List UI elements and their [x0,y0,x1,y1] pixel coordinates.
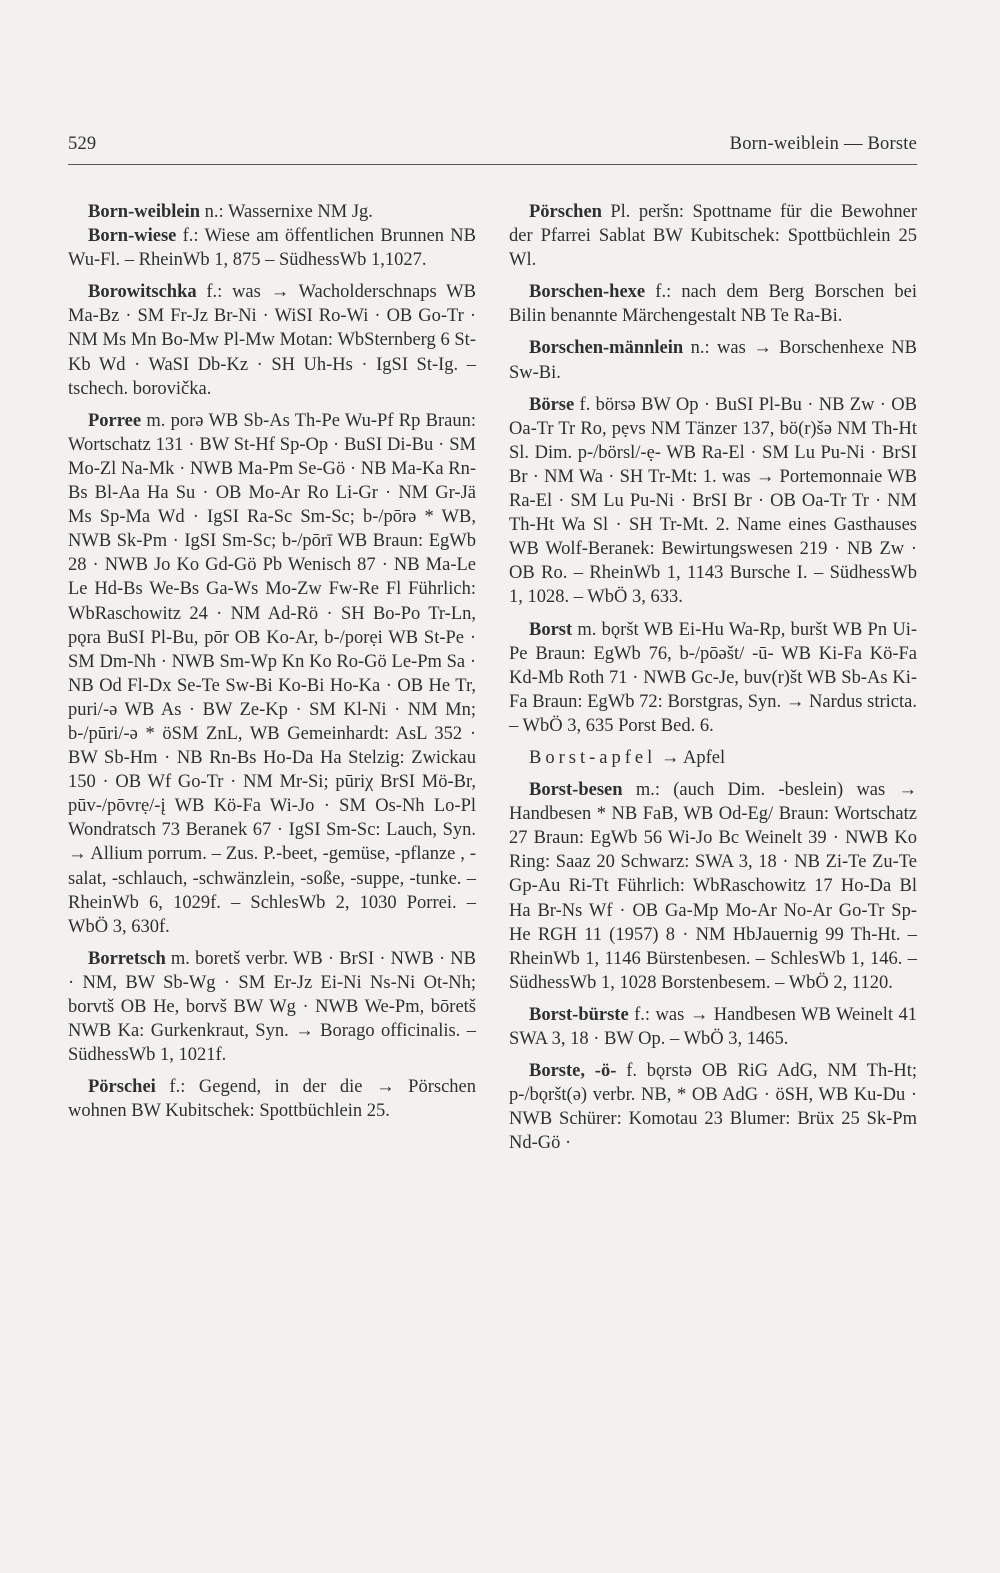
running-title: Born-weiblein — Borste [729,134,917,154]
entry-body: m. boretš verbr. WB · BrSI · NWB · NB · NM, BW Sb-Wg · SM Er-Jz Ei-Ni Ns-Ni Ot-Nh; borvtš OB He, borvš BW Wg · NWB We-Pm, bōretš NWB Ka: Gurkenkraut, Syn. → Borago officinalis. – SüdhessWb 1, 1021f. [68,948,476,1066]
entry-body: Pl. peršn: Spottname für die Bewohner der Pfarrei Sablat BW Kubitschek: Spottbüchlein 25 Wl. [509,202,917,271]
lemma: Born-wiese [88,226,177,247]
entry-body: m.: (auch Dim. -beslein) was → Handbesen * NB FaB, WB Od-Eg/ Braun: Wortschatz 27 Braun: EgWb 56 Wi-Jo Bc Weinelt 39 · NWB Ko Ring: Saaz 20 Schwarz: SWA 3, 18 · NB Zi-Te Zu-Te Gp-Au Ri-Tt Führlich: WbRaschowitz 17 Ho-Da Bl Ha Br-Ns Wf · OB Ga-Mp Mo-Ar No-Ar Go-Tr Sp-He RGH 11 (1957) 8 · NM HbJauernig 99 Th-Ht. – RheinWb 1, 1146 Bürstenbesen. – SchlesWb 1, 146. – SüdhessWb 1, 1028 Borstenbesem. – WbÖ 2, 1120. [509,780,917,993]
entry-body: f.: was → Wacholderschnaps WB Ma-Bz · SM Fr-Jz Br-Ni · WiSI Ro-Wi · OB Go-Tr · NM Ms Mn Bo-Mw Pl-Mw Motan: WbSternberg 6 St-Kb Wd · WaSI Db-Kz · SH Uh-Hs · IgSI St-Ig. – tschech. borovička. [68,282,476,399]
entry-body: → Apfel [656,747,726,768]
lemma: Porree [88,410,142,431]
entry-borschen-maennlein [509,336,917,384]
entry-body: f. bǫrstə OB RiG AdG, NM Th-Ht; p-/bǫršt(ə) verbr. NB, * OB AdG · öSH, WB Ku-Du · NWB Schürer: Komotau 23 Blumer: Brüx 25 Sk-Pm Nd-Gö · [509,1061,918,1154]
lemma: Borste, -ö- [529,1061,617,1082]
lemma: Börse [529,394,575,415]
entry-borst-besen [509,778,917,995]
page-header [68,134,917,155]
lemma: Borst-besen [529,780,623,801]
lemma: Pörschei [88,1077,156,1098]
entry-body: m. bǫršt WB Ei-Hu Wa-Rp, buršt WB Pn Ui-Pe Braun: EgWb 76, b-/pōəšt/ -ū- WB Ki-Fa Kö-Fa Kd-Mb Roth 71 · NWB Gc-Je, buv(r)št WB Sb-As Ki-Fa Braun: EgWb 72: Borstgras, Syn. → Nardus stricta. – WbÖ 3, 635 Porst Bed. 6. [509,619,917,736]
left-column [68,200,476,1123]
entry-body: m. porə WB Sb-As Th-Pe Wu-Pf Rp Braun: Wortschatz 131 · BW St-Hf Sp-Op · BuSI Di-Bu · SM Mo-Zl Na-Mk · NWB Ma-Pm Se-Gö · NB Ma-Ka Rn-Bs Bl-Aa Ha Su · OB Mo-Ar Ro Li-Gr · NM Gr-Jä Ms Sp-Ma Wd · IgSI Ra-Sc Sm-Sc; b-/pōrə * WB, NWB Sk-Pm · IgSI Sm-Sc; b-/pōrī WB Braun: EgWb 28 · NWB Jo Ko Gd-Gö Pb Wenisch 87 · NB Ma-Le Le Hd-Bs We-Bs Ga-Ws Mo-Zw Fw-Re Fl Führlich: WbRaschowitz 24 · NM Ad-Rö · SH Bo-Po Tr-Ln, pǫra BuSI Pl-Bu, pōr OB Ko-Ar, b-/porẹi WB St-Pe · SM Dm-Nh · NWB Sm-Wp Kn Ko Ro-Gö Le-Pm Sa · NB Od Fl-Dx Se-Te Sw-Bi Ko-Bi Ho-Ka · OB He Tr, puri/-ə WB As · BW Ze-Kp · SM Kl-Ni · NM Mn; b-/pūri/-ə * öSM ZnL, WB Gemeinhardt: AsL 352 · BW Sb-Hm · NB Rn-Bs Ho-Da Ha Stelzig: Zwickau 150 · OB Wf Go-Tr · NM Mr-Si; pūriχ BrSI Mö-Br, pūv-/pōvrẹ/-į WB Kö-Fa Wi-Jo · SM Os-Nh Lo-Pl Wondratsch 73 Beranek 67 · IgSI Sm-Sc: Lauch, Syn. → Allium porrum. – Zus. P.-beet, -gemüse, -pflanze , -salat, -schlauch, -schwänzlein, -soße, -suppe, -tunke. – RheinWb 6, 1029f. – SchlesWb 2, 1030 Porrei. – WbÖ 3, 630f. [68,410,476,937]
right-column [509,200,917,1155]
entry-porschen [509,200,917,272]
lemma: Borst [529,619,573,640]
header-rule [68,164,917,165]
entry-body: f.: nach dem Berg Borschen bei Bilin benannte Märchengestalt NB Te Ra-Bi. [509,282,917,327]
entry-boerse [509,393,917,610]
lemma: Borowitschka [88,282,197,303]
entry-born-wiese [68,224,476,272]
entry-body: f.: was → Handbesen WB Weinelt 41 SWA 3, 18 · BW Op. – WbÖ 3, 1465. [509,1004,917,1049]
entry-body: n.: was → Borschenhexe NB Sw-Bi. [509,338,917,383]
lemma: Borschen-hexe [529,282,646,303]
lemma: Borretsch [88,948,166,969]
lemma: Borst-bürste [529,1004,629,1025]
lemma: Pörschen [529,202,602,222]
entry-borst [509,618,917,738]
entry-borste [509,1059,917,1155]
lemma: Borschen-männlein [529,338,684,359]
entry-borschen-hexe [509,280,917,328]
entry-borretsch [68,947,476,1067]
entry-born-weiblein [68,200,476,224]
entry-borst-apfel [509,746,917,770]
lemma: Borst-apfel [529,747,657,768]
lemma: Born-weiblein [88,202,201,222]
entry-body: f.: Gegend, in der die → Pörschen wohnen BW Kubitschek: Spottbüchlein 25. [68,1077,476,1122]
entry-borst-buerste [509,1003,917,1051]
entry-porschei [68,1075,476,1123]
page-number: 529 [68,134,97,154]
entry-body: f.: Wiese am öffentlichen Brunnen NB Wu-Fl. – RheinWb 1, 875 – SüdhessWb 1,1027. [68,226,476,271]
entry-porree [68,409,476,939]
entry-body: n.: Wassernixe NM Jg. [200,202,373,222]
entry-borowitschka [68,280,476,400]
entry-body: f. börsə BW Op · BuSI Pl-Bu · NB Zw · OB Oa-Tr Tr Ro, pẹvs NM Tänzer 137, bö(r)šə NM Th-Ht Sl. Dim. p-/börsl/-ẹ- WB Ra-El · SM Lu Pu-Ni · BrSI Br · NM Wa · SH Tr-Mt: 1. was → Portemonnaie WB Ra-El · SM Lu Pu-Ni · BrSI Br · OB Oa-Tr Tr · NM Th-Ht Wa Sl · SH Tr-Mt. 2. Name eines Gasthauses WB Wolf-Beranek: Bewirtungswesen 219 · NB Zw · OB Ro. – RheinWb 1, 1143 Bursche I. – SüdhessWb 1, 1028. – WbÖ 3, 633. [509,394,917,608]
